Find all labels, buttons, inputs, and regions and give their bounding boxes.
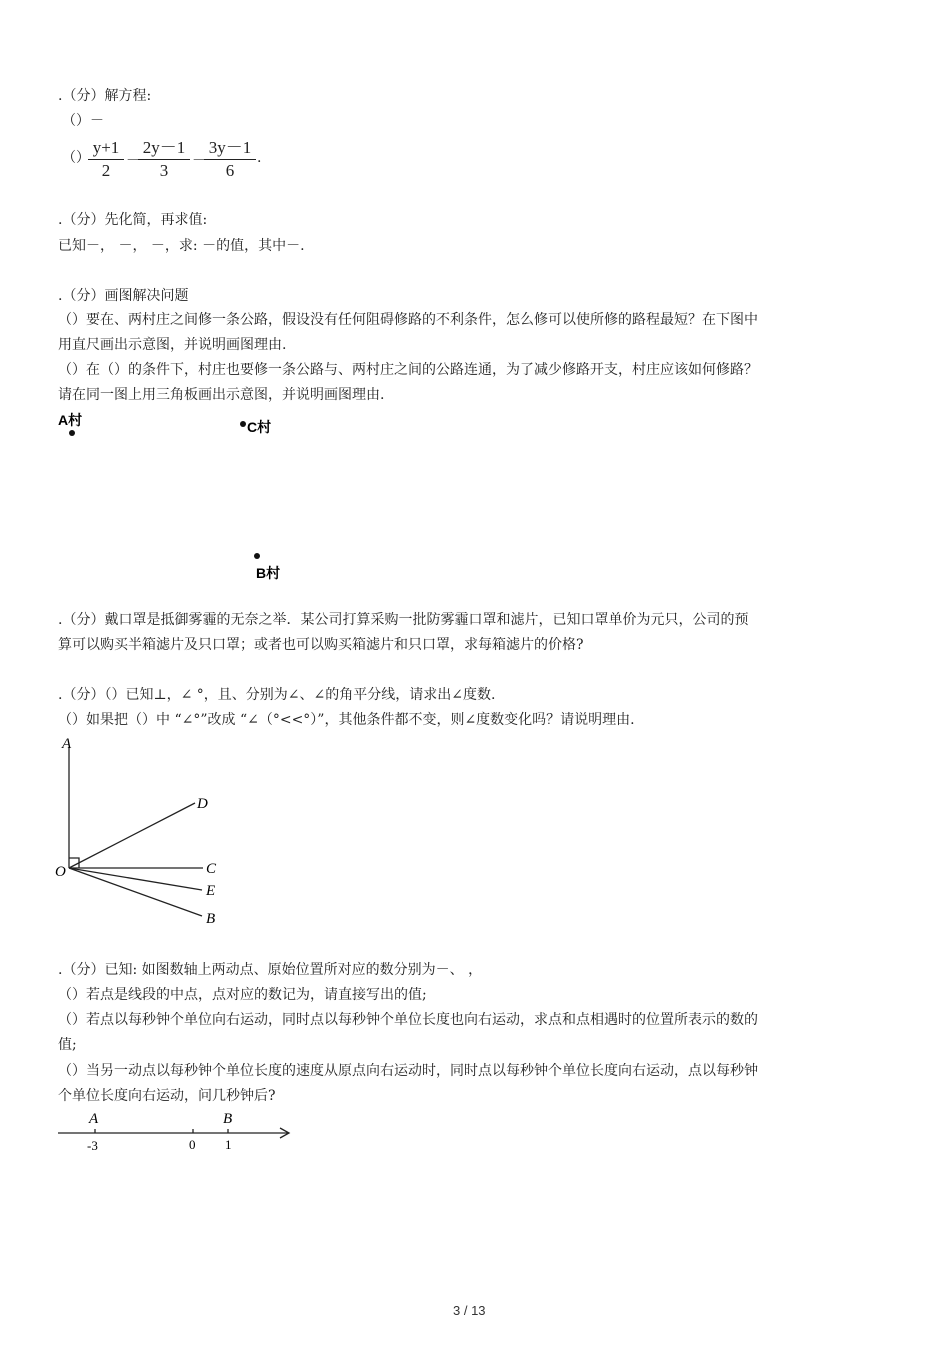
q1-fraction-2-denominator: 3 [159,161,169,180]
fraction-bar [204,159,256,160]
village-c-point [240,421,246,427]
village-map-figure [50,405,310,590]
q1-fraction-3-numerator: 3y－1 [208,138,252,157]
q5-line-1: .（分）（）已知⊥，∠ °，且、分别为∠、∠的角平分线，请求出∠度数. [58,687,496,703]
q1-fraction-2 [138,138,190,181]
tick-a-label: -3 [87,1138,98,1153]
q3-line-3: （）在（）的条件下，村庄也要修一条公路与、两村庄之间的公路连通，为了减少修路开支，村庄应该如何修路？ [58,362,758,378]
q1-fraction-1-denominator: 2 [101,161,111,180]
ray-oe [69,868,202,890]
page-number: 3 / 13 [453,1303,486,1318]
q6-line-5: （）当另一动点以每秒钟个单位长度的速度从原点向右运动时，同时点以每秒钟个单位长度向右运动，点以每秒钟 [58,1063,758,1079]
q1-fraction-1-numerator: y+1 [92,138,120,157]
q1-minus-2: － [192,153,206,169]
point-d-label: D [197,796,208,812]
q3-line-1: （）要在、两村庄之间修一条公路，假设没有任何阻碍修路的不利条件，怎么修可以使所修的路程最短？在下图中 [58,312,758,328]
ray-ob [69,868,202,916]
q1-period: . [257,150,262,166]
q1-fraction-2-numerator: 2y－1 [142,138,186,157]
tick-origin-label: 0 [189,1137,196,1152]
q1-header: .（分）解方程: [58,88,152,104]
q1-fraction-1 [88,138,124,181]
village-b-label: B村 [256,565,281,581]
q1-fraction-3-denominator: 6 [225,161,235,180]
q6-line-2: （）若点是线段的中点，点对应的数记为，请直接写出的值; [58,987,427,1003]
q3-header: .（分）画图解决问题 [58,288,189,304]
point-b-label: B [206,911,216,927]
point-a-label: A [62,736,72,752]
village-a-point [69,430,75,436]
q1-minus-1: － [126,153,140,169]
q6-line-6: 个单位长度向右运动，问几秒钟后? [58,1088,276,1104]
q3-line-2: 用直尺画出示意图，并说明画图理由. [58,337,287,353]
fraction-bar [138,159,190,160]
fraction-bar [88,159,124,160]
q1-fraction-3 [204,138,256,181]
village-b-point [254,553,260,559]
q2-body: 已知－， －， －，求: －的值，其中－. [58,238,305,254]
village-a-label: A村 [58,412,83,428]
q2-header: .（分）先化简，再求值: [58,212,208,228]
q6-line-1: .（分）已知: 如图数轴上两动点、原始位置所对应的数分别为－、 ， [58,962,483,978]
q4-line-2: 算可以购买半箱滤片及只口罩；或者也可以购买箱滤片和只口罩，求每箱滤片的价格? [58,637,584,653]
q1-part2-prefix: （） [62,150,90,166]
point-c-label: C [206,861,217,877]
q4-line-1: .（分）戴口罩是抵御雾霾的无奈之举．某公司打算采购一批防雾霾口罩和滤片，已知口罩单价为元只，公司的预 [58,612,749,628]
point-b-label: B [223,1111,233,1127]
point-o-label: O [55,864,66,880]
point-e-label: E [206,883,216,899]
ray-od [69,803,195,868]
number-line-figure [50,1105,300,1155]
q6-line-3: （）若点以每秒钟个单位向右运动，同时点以每秒钟个单位长度也向右运动，求点和点相遇时的位置所表示的数的 [58,1012,758,1028]
angle-figure [50,735,240,935]
q5-line-2: （）如果把（）中 “∠°”改成 “∠（°<<°）”，其他条件都不变，则∠度数变化吗？请说明理由. [58,712,635,728]
village-c-label: C村 [247,419,272,435]
tick-b-label: 1 [225,1137,232,1152]
q3-line-4: 请在同一图上用三角板画出示意图，并说明画图理由. [58,387,385,403]
q1-part1: （）－ [62,113,104,129]
point-a-label: A [89,1111,99,1127]
q6-line-4: 值; [58,1037,77,1053]
